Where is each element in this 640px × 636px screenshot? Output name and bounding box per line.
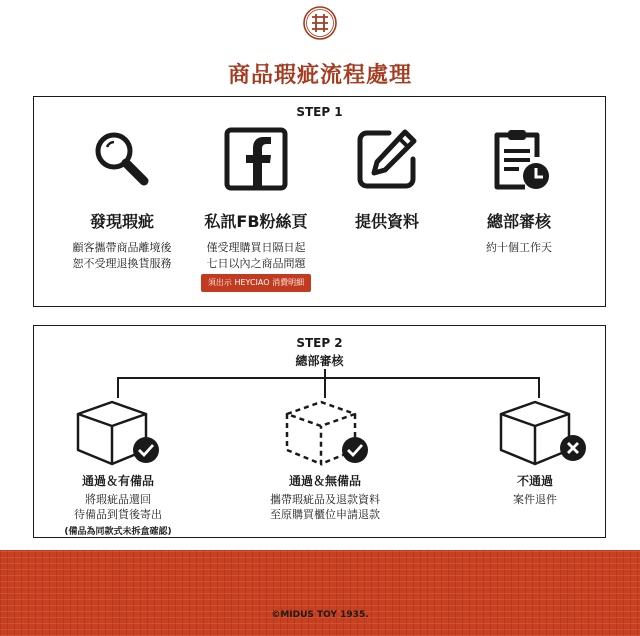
step1-desc-line: 恕不受理退換貨服務 — [72, 257, 172, 270]
step1-heading: 私訊FB粉絲頁 — [204, 212, 308, 231]
step1-item-facebook — [186, 127, 326, 292]
edit-icon — [355, 127, 419, 191]
box-cross-icon — [497, 398, 587, 468]
facebook-icon — [224, 127, 288, 191]
footer-band — [0, 550, 640, 636]
step2-sublabel: 總部審核 — [295, 354, 344, 368]
step1-desc-line: 約十個工作天 — [486, 241, 552, 254]
step1-heading: 發現瑕疵 — [89, 212, 154, 231]
outcome-heading: 不通過 — [516, 474, 553, 488]
receipt-note-badge: 須出示 HEYCIAO 消費明細 — [201, 274, 311, 292]
step1-desc-line: 七日以內之商品問題 — [206, 257, 306, 270]
step1-desc-line: 僅受理購買日隔日起 — [206, 241, 306, 254]
step2-panel — [33, 325, 606, 538]
outcome-heading: 通過＆無備品 — [288, 474, 361, 488]
step1-heading: 總部審核 — [486, 212, 551, 231]
step1-heading: 提供資料 — [354, 212, 419, 231]
step2-label: STEP 2 — [296, 336, 343, 350]
copyright-text: ©MIDUS TOY 1935. — [271, 610, 369, 620]
outcome-heading: 通過＆有備品 — [81, 474, 154, 488]
page-title: 商品瑕疵流程處理 — [227, 63, 412, 88]
clipboard-clock-icon — [487, 127, 551, 191]
box-check-icon — [74, 398, 164, 468]
step1-item-provide-info — [317, 127, 457, 232]
outcome-pass-no-stock — [235, 472, 415, 522]
brand-seal-logo — [303, 6, 337, 40]
step1-item-review — [449, 127, 589, 256]
outcome-desc-line: 攜帶瑕疵品及退款資料 — [270, 493, 380, 506]
outcome-desc-line: 案件退件 — [513, 493, 557, 506]
step1-desc-line: 顧客攜帶商品離境後 — [72, 241, 172, 254]
outcome-note: (備品為同款式未拆盒確認) — [64, 527, 172, 537]
dashed-box-check-icon — [283, 398, 373, 468]
outcome-desc-line: 至原購買櫃位申請退款 — [270, 508, 380, 521]
outcome-desc-line: 將瑕疵品還回 — [85, 493, 151, 506]
step1-label: STEP 1 — [296, 105, 343, 119]
outcome-desc-line: 待備品到貨後寄出 — [74, 508, 162, 521]
step1-item-discover — [52, 127, 192, 272]
step1-panel — [33, 96, 606, 307]
outcome-pass-with-stock — [28, 472, 208, 537]
outcome-rejected — [445, 472, 625, 507]
search-icon — [90, 127, 154, 191]
